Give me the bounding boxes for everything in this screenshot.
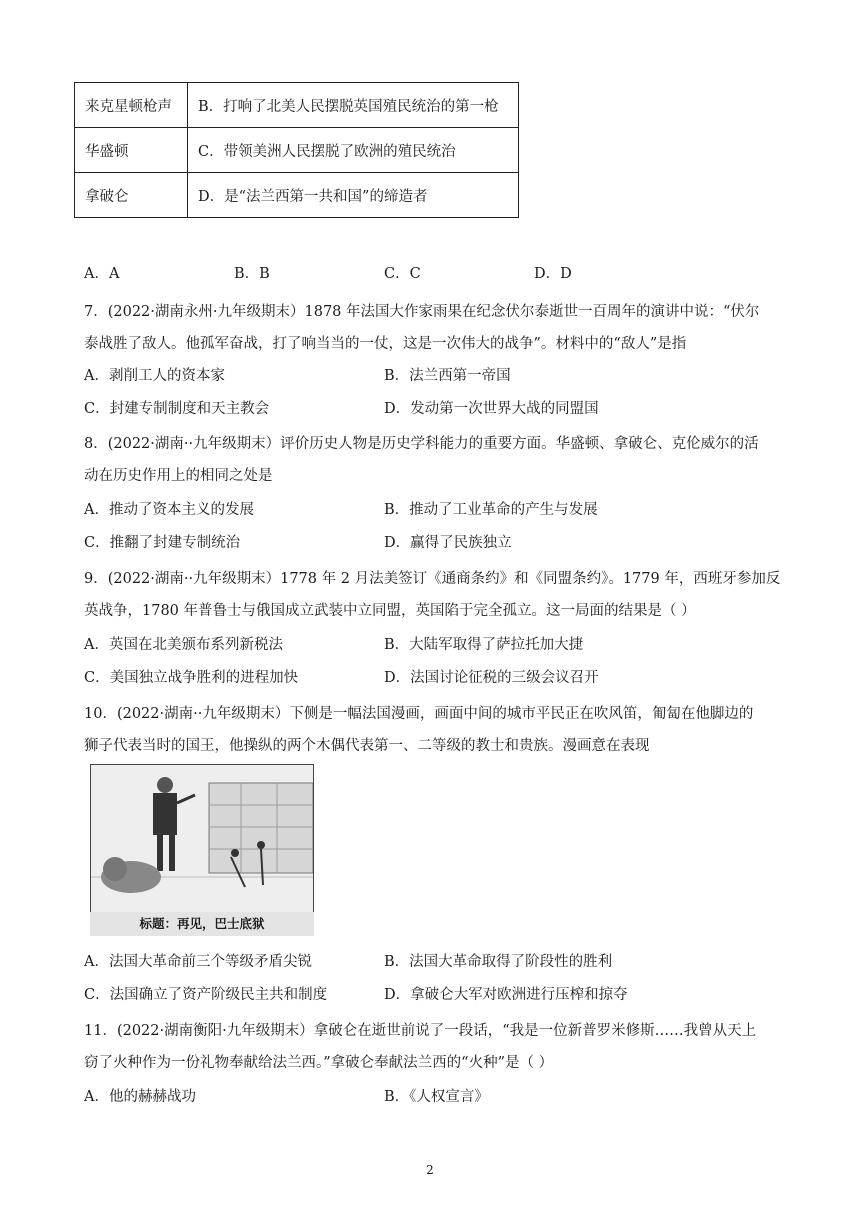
q10-stem-line: 10．(2022·湖南··九年级期末）下侧是一幅法国漫画，画面中间的城市平民正在吹风笛，匍匐在他脚边的 xyxy=(84,706,754,722)
option-a[interactable]: A．法国大革命前三个等级矛盾尖锐 xyxy=(84,954,312,970)
q7-options-row xyxy=(84,364,684,385)
option-a[interactable]: A．A xyxy=(84,266,120,282)
cartoon-image xyxy=(90,764,314,914)
q10-stem-line: 狮子代表当时的国王，他操纵的两个木偶代表第一、二等级的教士和贵族。漫画意在表现 xyxy=(84,738,650,754)
q7-stem-line: 7．(2022·湖南永州·九年级期末）1878 年法国大作家雨果在纪念伏尔泰逝世一百周年的演讲中说：“伏尔 xyxy=(84,304,760,320)
option-b[interactable]: B．大陆军取得了萨拉托加大捷 xyxy=(384,637,584,653)
table-cell: B．打响了北美人民摆脱英国殖民统治的第一枪 xyxy=(188,83,519,128)
option-b[interactable]: B．法国大革命取得了阶段性的胜利 xyxy=(384,954,613,970)
option-d[interactable]: D．发动第一次世界大战的同盟国 xyxy=(384,401,599,417)
matching-table xyxy=(74,82,519,218)
option-d[interactable]: D．拿破仑大军对欧洲进行压榨和掠夺 xyxy=(384,987,628,1003)
option-b[interactable]: B．《人权宣言》 xyxy=(384,1089,489,1105)
option-b[interactable]: B．B xyxy=(234,266,270,282)
q10-options-row xyxy=(84,983,684,1004)
q11-stem-line: 窃了火种作为一份礼物奉献给法兰西。”拿破仑奉献法兰西的“火种”是（ ） xyxy=(84,1055,554,1071)
table-cell: 华盛顿 xyxy=(75,128,188,173)
q10-options-row xyxy=(84,950,684,971)
cartoon-caption: 标题：再见，巴士底狱 xyxy=(90,912,314,936)
q11-stem-line: 11．(2022·湖南衡阳·九年级期末）拿破仑在逝世前说了一段话，“我是一位新普罗米修斯……我曾从天上 xyxy=(84,1023,757,1039)
q8-options-row xyxy=(84,498,684,519)
option-d[interactable]: D．法国讨论征税的三级会议召开 xyxy=(384,670,599,686)
option-b[interactable]: B．法兰西第一帝国 xyxy=(384,368,511,384)
table-cell: C．带领美洲人民摆脱了欧洲的殖民统治 xyxy=(188,128,519,173)
option-a[interactable]: A．推动了资本主义的发展 xyxy=(84,502,254,518)
table-cell: 拿破仑 xyxy=(75,173,188,218)
option-c[interactable]: C．封建专制制度和天主教会 xyxy=(84,401,270,417)
q9-options-row xyxy=(84,666,684,687)
option-a[interactable]: A．英国在北美颁布系列新税法 xyxy=(84,637,283,653)
option-a[interactable]: A．剥削工人的资本家 xyxy=(84,368,225,384)
table-row xyxy=(75,128,519,173)
q8-options-row xyxy=(84,531,684,552)
option-c[interactable]: C．C xyxy=(384,266,421,282)
page-number: 2 xyxy=(426,1163,434,1177)
option-d[interactable]: D．D xyxy=(534,266,572,282)
q7-options-row xyxy=(84,397,684,418)
q9-stem-line: 英战争，1780 年普鲁士与俄国成立武装中立同盟，英国陷于完全孤立。这一局面的结果是（ ） xyxy=(84,603,696,619)
option-c[interactable]: C．推翻了封建专制统治 xyxy=(84,535,241,551)
option-c[interactable]: C．美国独立战争胜利的进程加快 xyxy=(84,670,299,686)
table-row xyxy=(75,83,519,128)
q8-stem-line: 动在历史作用上的相同之处是 xyxy=(84,468,273,484)
q11-options-row xyxy=(84,1085,684,1106)
table-row xyxy=(75,173,519,218)
q7-stem-line: 泰战胜了敌人。他孤军奋战，打了响当当的一仗，这是一次伟大的战争”。材料中的“敌人”是指 xyxy=(84,336,687,352)
q9-stem-line: 9．(2022·湖南··九年级期末）1778 年 2 月法美签订《通商条约》和《同盟条约》。1779 年，西班牙参加反 xyxy=(84,571,781,587)
table-cell: 来克星顿枪声 xyxy=(75,83,188,128)
q8-stem-line: 8．(2022·湖南··九年级期末）评价历史人物是历史学科能力的重要方面。华盛顿、拿破仑、克伦威尔的活 xyxy=(84,436,759,452)
option-b[interactable]: B．推动了工业革命的产生与发展 xyxy=(384,502,598,518)
q9-options-row xyxy=(84,633,684,654)
option-c[interactable]: C．法国确立了资产阶级民主共和制度 xyxy=(84,987,328,1003)
q6-options xyxy=(84,262,684,283)
option-d[interactable]: D．赢得了民族独立 xyxy=(384,535,512,551)
table-cell: D．是“法兰西第一共和国”的缔造者 xyxy=(188,173,519,218)
option-a[interactable]: A．他的赫赫战功 xyxy=(84,1089,196,1105)
